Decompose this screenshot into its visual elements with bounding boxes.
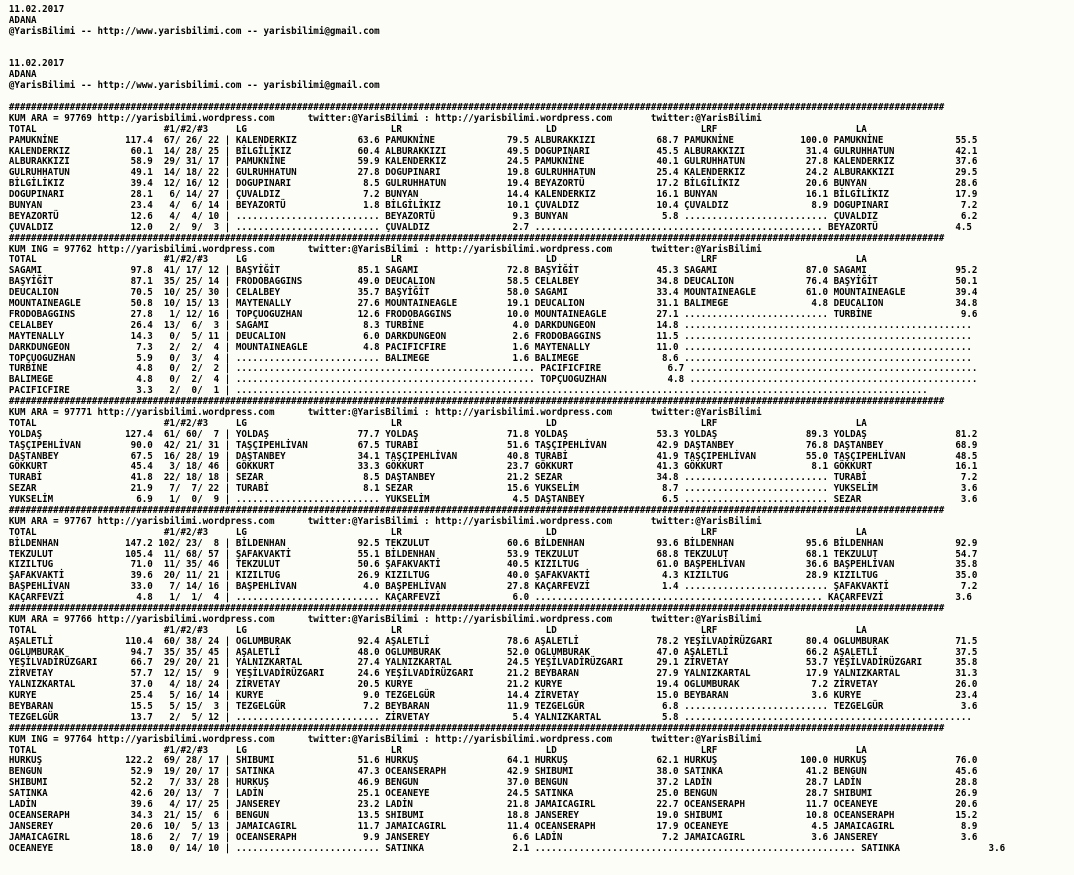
report-line: DEUCALION 70.5 10/ 25/ 30 | CELALBEY 35.7 BAŞYİĞİT 58.0 SAGAMI 33.4 MOUNTAINEAGLE 61.0 MOUNTAINEAGLE 39.4: [8, 287, 978, 299]
report-line: TOTAL #1/#2/#3 LG LR LD LRF LA: [8, 526, 867, 538]
report-line: ZİRVETAY 57.7 12/ 15/ 9 | YEŞİLVADİRÜZGARI 24.6 YEŞİLVADİRÜZGARI 21.2 BEYBARAN 27.9 YALNIZKARTAL 17.9 YALNIZKARTAL 31.3: [8, 668, 978, 680]
report-line: OCEANSERAPH 34.3 21/ 15/ 6 | BENGUN 13.5 SHIBUMI 18.8 JANSEREY 19.0 SHIBUMI 10.8 OCEANSERAPH 15.2: [8, 809, 978, 821]
report-line: SATINKA 42.6 20/ 13/ 7 | LADİN 25.1 OCEANEYE 24.5 SATINKA 25.0 BENGUN 28.7 SHIBUMI 26.9: [8, 788, 978, 800]
report-line: KIZILTUG 71.0 11/ 35/ 46 | TEKZULUT 50.6 ŞAFAKVAKTİ 40.5 KIZILTUG 61.0 BAŞPEHLİVAN 36.6 BAŞPEHLİVAN 35.8: [8, 559, 978, 571]
report-line: JAMAICAGIRL 18.6 2/ 7/ 19 | OCEANSERAPH 9.9 JANSEREY 6.6 LADİN 7.2 JAMAICAGIRL 3.6 JANSEREY 3.6: [8, 831, 978, 843]
report-line: BUNYAN 23.4 4/ 6/ 14 | BEYAZORTÜ 1.8 BİLGİLİKIZ 10.1 ÇUVALDIZ 10.4 ÇUVALDIZ 8.9 DOGUPINARI 7.2: [8, 200, 978, 212]
report-line: YUKSELİM 6.9 1/ 0/ 9 | .......................... YUKSELİM 4.5 DAŞTANBEY 6.5 .......................... SEZAR 3.6: [8, 494, 978, 506]
report-line: KUM ARA = 97766 http://yarisbilimi.wordpress.com twitter:@YarisBilimi : http://yarisbilimi.wordpress.com twitter:@YarisBilimi: [8, 613, 762, 625]
report-line: OCEANEYE 18.0 0/ 14/ 10 | .......................... SATINKA 2.1 .......................................................... SATINKA 3.6: [8, 842, 1006, 854]
report-line: BEYAZORTÜ 12.6 4/ 4/ 10 | .......................... BEYAZORTÜ 9.3 BUNYAN 5.8 .......................... ÇUVALDIZ 6.2: [8, 210, 978, 222]
separator-line: #########################################################################################################################################################################: [8, 504, 945, 516]
report-line: KUM ARA = 97767 http://yarisbilimi.wordpress.com twitter:@YarisBilimi : http://yarisbilimi.wordpress.com twitter:@YarisBilimi: [8, 515, 762, 527]
report-line: KUM ING = 97764 http://yarisbilimi.wordpress.com twitter:@YarisBilimi : http://yarisbilimi.wordpress.com twitter:@YarisBilimi: [8, 733, 762, 745]
report-line: DOGUPINARI 28.1 6/ 14/ 27 | ÇUVALDIZ 7.2 BUNYAN 14.4 KALENDERKIZ 16.1 BUNYAN 16.1 BİLGİLİKIZ 17.9: [8, 189, 978, 201]
report-line: @YarisBilimi -- http://www.yarisbilimi.com -- yarisbilimi@gmail.com: [8, 25, 380, 37]
report-line: PACIFICFIRE 3.3 2/ 0/ 1 | .............................................................................................................................: [8, 385, 928, 397]
report-line: GULRUHHATUN 49.1 14/ 18/ 22 | GULRUHHATUN 27.8 DOGUPINARI 19.8 GULRUHHATUN 25.4 KALENDERKIZ 24.2 ALBURAKKIZI 29.5: [8, 167, 978, 179]
report-line: KURYE 25.4 5/ 16/ 14 | KURYE 9.0 TEZGELGÜR 14.4 ZİRVETAY 15.0 BEYBARAN 3.6 KURYE 23.4: [8, 690, 978, 702]
report-line: 11.02.2017: [8, 4, 65, 15]
report-line: [9, 38, 1062, 49]
report-line: BAŞYİĞİT 87.1 35/ 25/ 14 | FRODOBAGGINS 49.0 DEUCALION 58.5 CELALBEY 34.8 DEUCALION 76.4 BAŞYİĞİT 50.1: [8, 276, 978, 288]
report-line: ADANA: [8, 69, 37, 81]
report-line: TURABİ 41.8 22/ 18/ 18 | SEZAR 8.5 DAŞTANBEY 21.2 SEZAR 34.8 .......................... TURABİ 7.2: [8, 472, 978, 484]
report-line: YEŞİLVADİRÜZGARI 66.7 29/ 20/ 21 | YALNIZKARTAL 27.4 YALNIZKARTAL 24.5 YEŞİLVADİRÜZGARI 29.1 ZİRVETAY 53.7 YEŞİLVADİRÜZGARI 35.8: [8, 657, 978, 669]
report-line: SHIBUMI 52.2 7/ 33/ 28 | HURKUŞ 46.9 BENGUN 37.0 BENGUN 37.2 LADİN 28.7 LADİN 28.8: [8, 777, 978, 789]
report-line: SEZAR 21.9 7/ 7/ 22 | TURABİ 8.1 SEZAR 15.6 YUKSELİM 8.7 .......................... YUKSELİM 3.6: [8, 483, 978, 495]
report-line: KALENDERKIZ 60.1 14/ 28/ 25 | BİLGİLİKIZ 60.4 ALBURAKKIZI 49.5 DOGUPINARI 45.5 ALBURAKKIZI 31.4 GULRUHHATUN 42.1: [8, 145, 978, 157]
separator-line: #########################################################################################################################################################################: [8, 722, 945, 734]
report-line: TEKZULUT 105.4 11/ 68/ 57 | ŞAFAKVAKTİ 55.1 BİLDENHAN 53.9 TEKZULUT 68.8 TEKZULUT 68.1 TEKZULUT 54.7: [8, 548, 978, 560]
report-line: TOTAL #1/#2/#3 LG LR LD LRF LA: [8, 744, 867, 756]
report-line: TOTAL #1/#2/#3 LG LR LD LRF LA: [8, 417, 867, 429]
report-line: ALBURAKKIZI 58.9 29/ 31/ 17 | PAMUKNİNE 59.9 KALENDERKIZ 24.5 PAMUKNİNE 40.1 GULRUHHATUN 27.8 KALENDERKIZ 37.6: [8, 156, 978, 168]
report-line: BİLGİLİKIZ 39.4 12/ 16/ 12 | DOGUPINARI 8.5 GULRUHHATUN 19.4 BEYAZORTÜ 17.2 BİLGİLİKIZ 20.6 BUNYAN 28.6: [8, 178, 978, 190]
report-line: KUM ARA = 97769 http://yarisbilimi.wordpress.com twitter:@YarisBilimi : http://yarisbilimi.wordpress.com twitter:@YarisBilimi: [8, 112, 762, 124]
report-line: LADİN 39.6 4/ 17/ 25 | JANSEREY 23.2 LADİN 21.8 JAMAICAGIRL 22.7 OCEANSERAPH 11.7 OCEANEYE 20.6: [8, 799, 978, 811]
report-line: BEYBARAN 15.5 5/ 15/ 3 | TEZGELGÜR 7.2 BEYBARAN 11.9 TEZGELGÜR 6.8 .......................... TEZGELGÜR 3.6: [8, 701, 978, 712]
report-line: YALNIZKARTAL 37.0 4/ 18/ 24 | ZİRVETAY 20.5 KURYE 21.2 KURYE 19.4 OGLUMBURAK 7.2 ZİRVETAY 26.0: [8, 679, 978, 691]
report-line: BİLDENHAN 147.2 102/ 23/ 8 | BİLDENHAN 92.5 TEKZULUT 60.6 BİLDENHAN 93.6 BİLDENHAN 95.6 BİLDENHAN 92.9: [8, 537, 978, 549]
report-line: BENGUN 52.9 19/ 20/ 17 | SATINKA 47.3 OCEANSERAPH 42.9 SHIBUMI 38.0 SATINKA 41.2 BENGUN 45.6: [8, 766, 978, 778]
report-line: HURKUŞ 122.2 69/ 28/ 17 | SHIBUMI 51.6 HURKUŞ 64.1 HURKUŞ 62.1 HURKUŞ 100.0 HURKUŞ 76.0: [8, 755, 978, 767]
report-line: TAŞÇIPEHLİVAN 90.0 42/ 21/ 31 | TAŞÇIPEHLİVAN 67.5 TURABİ 51.6 TAŞÇIPEHLİVAN 42.9 DAŞTANBEY 76.8 DAŞTANBEY 68.9: [8, 439, 978, 451]
report-line: OGLUMBURAK 94.7 35/ 35/ 45 | AŞALETLİ 48.0 OGLUMBURAK 52.0 OGLUMBURAK 47.0 AŞALETLİ 66.2 AŞALETLİ 37.5: [8, 646, 978, 658]
report-line: KUM ARA = 97771 http://yarisbilimi.wordpress.com twitter:@YarisBilimi : http://yarisbilimi.wordpress.com twitter:@YarisBilimi: [8, 406, 762, 418]
report-line: TOTAL #1/#2/#3 LG LR LD LRF LA: [8, 123, 867, 135]
separator-line: #########################################################################################################################################################################: [8, 602, 945, 614]
report-line: DAŞTANBEY 67.5 16/ 28/ 19 | DAŞTANBEY 34.1 TAŞÇIPEHLİVAN 40.8 TURABİ 41.9 TAŞÇIPEHLİVAN 55.0 TAŞÇIPEHLİVAN 48.5: [8, 450, 978, 462]
report-line: YOLDAŞ 127.4 61/ 60/ 7 | YOLDAŞ 77.7 YOLDAŞ 71.8 YOLDAŞ 53.3 YOLDAŞ 89.3 YOLDAŞ 81.2: [8, 428, 978, 440]
report-line: TOTAL #1/#2/#3 LG LR LD LRF LA: [8, 254, 867, 266]
report-line: [9, 49, 1062, 60]
separator-line: #########################################################################################################################################################################: [8, 396, 945, 408]
report-line: TEZGELGÜR 13.7 2/ 5/ 12 | .......................... ZİRVETAY 5.4 YALNIZKARTAL 5.8 ....................................................: [8, 711, 972, 723]
report-line: TOPÇUOGUZHAN 5.9 0/ 3/ 4 | .......................... BALIMEGE 1.6 BALIMEGE 8.6 ....................................................: [8, 352, 972, 364]
report-line: DARKDUNGEON 7.3 2/ 2/ 4 | MOUNTAINEAGLE 4.8 PACIFICFIRE 1.6 MAYTENALLY 11.0 ....................................................: [8, 341, 972, 353]
report-line: 11.02.2017: [8, 58, 65, 70]
report-line: GÖKKURT 45.4 3/ 18/ 46 | GÖKKURT 33.3 GÖKKURT 23.7 GÖKKURT 41.3 GÖKKURT 8.1 GÖKKURT 16.1: [8, 461, 978, 473]
report-line: KAÇARFEVZİ 4.8 1/ 1/ 4 | .......................... KAÇARFEVZİ 6.0 .................................................... KAÇARFEVZİ 3.6: [8, 592, 972, 604]
report-line: FRODOBAGGINS 27.8 1/ 12/ 16 | TOPÇUOGUZHAN 12.6 FRODOBAGGINS 10.0 MOUNTAINEAGLE 27.1 .......................... TURBİNE 9.6: [8, 308, 978, 320]
report-line: PAMUKNİNE 117.4 67/ 26/ 22 | KALENDERKIZ 63.6 PAMUKNİNE 79.5 ALBURAKKIZI 68.7 PAMUKNİNE 100.0 PAMUKNİNE 55.5: [8, 134, 978, 146]
separator-line: #########################################################################################################################################################################: [8, 102, 945, 114]
report-line: ŞAFAKVAKTİ 39.6 20/ 11/ 21 | KIZILTUG 26.9 KIZILTUG 40.0 ŞAFAKVAKTİ 4.3 KIZILTUG 28.9 KIZILTUG 35.0: [8, 570, 978, 582]
report-line: BALIMEGE 4.8 0/ 2/ 4 | ...................................................... TOPÇUOGUZHAN 4.8 ....................................................: [8, 374, 978, 386]
report-line: KUM ING = 97762 http://yarisbilimi.wordpress.com twitter:@YarisBilimi : http://yarisbilimi.wordpress.com twitter:@YarisBilimi: [8, 243, 762, 255]
report-line: MOUNTAINEAGLE 50.8 10/ 15/ 13 | MAYTENALLY 27.6 MOUNTAINEAGLE 19.1 DEUCALION 31.1 BALIMEGE 4.8 DEUCALION 34.8: [8, 298, 978, 310]
separator-line: #########################################################################################################################################################################: [8, 232, 945, 244]
report-line: AŞALETLİ 110.4 60/ 38/ 24 | OGLUMBURAK 92.4 AŞALETLİ 78.6 AŞALETLİ 78.2 YEŞİLVADİRÜZGARI 80.4 OGLUMBURAK 71.5: [8, 635, 978, 647]
report-line: ÇUVALDIZ 12.0 2/ 9/ 3 | .......................... ÇUVALDIZ 2.7 .................................................... BEYAZORTÜ 4.5: [8, 221, 972, 233]
report-line: TURBİNE 4.8 0/ 2/ 2 | ...................................................... PACIFICFIRE 6.7 ....................................................: [8, 363, 978, 375]
report-line: ADANA: [8, 14, 37, 26]
report-line: TOTAL #1/#2/#3 LG LR LD LRF LA: [8, 624, 867, 636]
report-line: @YarisBilimi -- http://www.yarisbilimi.com -- yarisbilimi@gmail.com: [8, 80, 380, 92]
report-line: JANSEREY 20.6 10/ 5/ 13 | JAMAICAGIRL 11.7 JAMAICAGIRL 11.4 OCEANSERAPH 17.9 OCEANEYE 4.5 JAMAICAGIRL 8.9: [8, 820, 978, 832]
report-line: SAGAMI 97.8 41/ 17/ 12 | BAŞYİĞİT 85.1 SAGAMI 72.8 BAŞYİĞİT 45.3 SAGAMI 87.0 SAGAMI 95.2: [8, 265, 978, 277]
report-line: MAYTENALLY 14.3 0/ 5/ 11 | DEUCALION 6.0 DARKDUNGEON 2.6 FRODOBAGGINS 11.5 ....................................................: [8, 330, 972, 342]
report-line: BAŞPEHLİVAN 33.0 7/ 14/ 16 | BAŞPEHLİVAN 4.0 BAŞPEHLİVAN 27.8 KAÇARFEVZİ 1.4 .......................... ŞAFAKVAKTİ 7.2: [8, 581, 978, 593]
report-line: CELALBEY 26.4 13/ 6/ 3 | SAGAMI 8.3 TURBİNE 4.0 DARKDUNGEON 14.8 ....................................................: [8, 319, 972, 331]
